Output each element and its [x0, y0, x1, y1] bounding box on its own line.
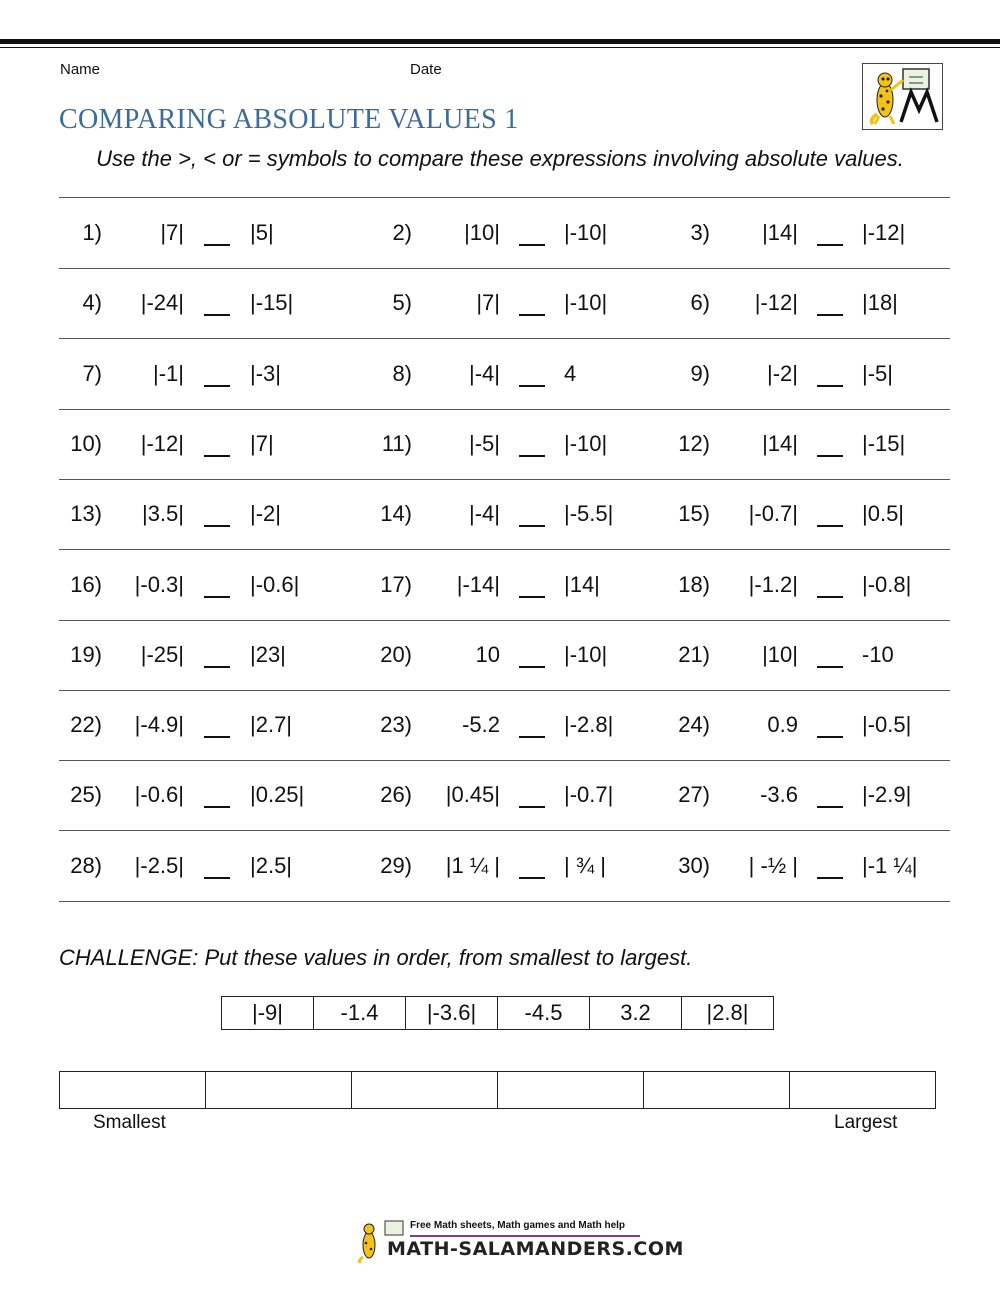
challenge-value: |2.8|: [682, 997, 774, 1030]
expression-left: |7|: [476, 290, 500, 315]
footer-underline: [410, 1235, 640, 1237]
expression-left: |-1.2|: [748, 572, 798, 597]
top-rule-thin: [0, 47, 1000, 48]
expression-left: |3.5|: [141, 501, 184, 526]
answer-blank[interactable]: [817, 806, 843, 808]
expression-right: |-10|: [564, 642, 608, 667]
expression-left: |14|: [762, 220, 798, 245]
expression-right: |-0.8|: [862, 572, 912, 597]
answer-blank[interactable]: [519, 525, 545, 527]
name-label: Name: [60, 61, 101, 78]
question-number: 27): [678, 782, 710, 807]
answer-boxes: [59, 1071, 936, 1109]
answer-blank[interactable]: [817, 385, 843, 387]
answer-blank[interactable]: [519, 385, 545, 387]
expression-left: 10: [475, 642, 500, 667]
expression-left: |-14|: [456, 572, 500, 597]
question-number: 9): [690, 361, 710, 386]
expression-left: |7|: [160, 220, 184, 245]
page-title: COMPARING ABSOLUTE VALUES 1: [59, 104, 519, 135]
expression-right: |-15|: [862, 431, 906, 456]
expression-left: |-4|: [469, 501, 500, 526]
question-number: 2): [392, 220, 412, 245]
expression-right: -10: [862, 642, 894, 667]
expression-left: |-0.3|: [134, 572, 184, 597]
expression-right: |-2.9|: [862, 782, 912, 807]
row-divider: [59, 620, 950, 621]
answer-blank[interactable]: [817, 736, 843, 738]
question-number: 30): [678, 853, 710, 878]
row-divider: [59, 197, 950, 198]
challenge-value: 3.2: [590, 997, 682, 1030]
instructions: Use the >, < or = symbols to compare these expressions involving absolute values.: [96, 146, 904, 171]
expression-left: |1 ¼ |: [445, 853, 500, 878]
expression-right: |-12|: [862, 220, 906, 245]
row-divider: [59, 409, 950, 410]
expression-left: |14|: [762, 431, 798, 456]
question-number: 19): [70, 642, 102, 667]
expression-right: |23|: [250, 642, 286, 667]
expression-left: |-4.9|: [134, 712, 184, 737]
answer-box[interactable]: [790, 1072, 936, 1109]
question-number: 20): [380, 642, 412, 667]
expression-right: |-10|: [564, 220, 608, 245]
expression-right: |0.5|: [862, 501, 905, 526]
answer-box[interactable]: [206, 1072, 352, 1109]
expression-right: |0.25|: [250, 782, 305, 807]
answer-blank[interactable]: [519, 806, 545, 808]
answer-blank[interactable]: [817, 455, 843, 457]
challenge-value: -4.5: [498, 997, 590, 1030]
footer-site-link[interactable]: MATH-SALAMANDERS.COM: [387, 1238, 684, 1260]
question-number: 7): [82, 361, 102, 386]
question-number: 10): [70, 431, 102, 456]
answer-blank[interactable]: [204, 525, 230, 527]
answer-box[interactable]: [644, 1072, 790, 1109]
answer-blank[interactable]: [519, 736, 545, 738]
answer-blank[interactable]: [204, 877, 230, 879]
expression-left: |0.45|: [445, 782, 500, 807]
expression-left: |10|: [464, 220, 500, 245]
expression-left: |10|: [762, 642, 798, 667]
row-divider: [59, 479, 950, 480]
expression-left: |-0.7|: [748, 501, 798, 526]
expression-right: |-2|: [250, 501, 281, 526]
expression-left: |-0.6|: [134, 782, 184, 807]
question-number: 29): [380, 853, 412, 878]
question-number: 23): [380, 712, 412, 737]
question-number: 28): [70, 853, 102, 878]
challenge-values-table: [221, 996, 774, 1030]
top-rule: [0, 39, 1000, 44]
question-number: 25): [70, 782, 102, 807]
question-number: 6): [690, 290, 710, 315]
expression-right: |-5.5|: [564, 501, 614, 526]
salamander-logo-icon: [862, 63, 943, 130]
question-number: 12): [678, 431, 710, 456]
answer-blank[interactable]: [817, 666, 843, 668]
expression-left: |-12|: [140, 431, 184, 456]
expression-right: |-10|: [564, 431, 608, 456]
expression-left: |-24|: [140, 290, 184, 315]
answer-blank[interactable]: [204, 385, 230, 387]
expression-right: |-15|: [250, 290, 294, 315]
expression-right: |-0.6|: [250, 572, 300, 597]
expression-right: |-10|: [564, 290, 608, 315]
expression-left: 0.9: [767, 712, 798, 737]
answer-blank[interactable]: [204, 736, 230, 738]
question-number: 26): [380, 782, 412, 807]
question-number: 4): [82, 290, 102, 315]
question-number: 3): [690, 220, 710, 245]
expression-right: |2.7|: [250, 712, 293, 737]
expression-left: |-5|: [469, 431, 500, 456]
question-number: 17): [380, 572, 412, 597]
answer-box[interactable]: [60, 1072, 206, 1109]
row-divider: [59, 690, 950, 691]
row-divider: [59, 338, 950, 339]
expression-left: |-4|: [469, 361, 500, 386]
question-number: 21): [678, 642, 710, 667]
answer-blank[interactable]: [519, 455, 545, 457]
footer-tagline: Free Math sheets, Math games and Math help: [410, 1220, 626, 1231]
expression-right: |-5|: [862, 361, 893, 386]
expression-left: |-25|: [140, 642, 184, 667]
answer-blank[interactable]: [204, 314, 230, 316]
challenge-text: CHALLENGE: Put these values in order, from smallest to largest.: [59, 945, 693, 970]
expression-right: 4: [564, 361, 577, 386]
answer-blank[interactable]: [204, 596, 230, 598]
answer-blank[interactable]: [204, 455, 230, 457]
question-number: 1): [82, 220, 102, 245]
expression-right: |7|: [250, 431, 274, 456]
answer-blank[interactable]: [519, 666, 545, 668]
expression-right: | ¾ |: [564, 853, 607, 878]
answer-blank[interactable]: [519, 877, 545, 879]
expression-left: |-1|: [153, 361, 184, 386]
answer-blank[interactable]: [204, 806, 230, 808]
largest-label: Largest: [834, 1112, 898, 1133]
expression-right: |-1 ¼|: [862, 853, 918, 878]
challenge-value: |-9|: [222, 997, 314, 1030]
expression-right: |5|: [250, 220, 274, 245]
row-divider: [59, 760, 950, 761]
question-number: 11): [381, 431, 412, 456]
question-number: 15): [678, 501, 710, 526]
expression-right: |-0.5|: [862, 712, 912, 737]
question-number: 14): [380, 501, 412, 526]
answer-blank[interactable]: [817, 525, 843, 527]
date-label: Date: [410, 61, 442, 78]
expression-right: |-3|: [250, 361, 281, 386]
expression-right: |14|: [564, 572, 600, 597]
answer-blank[interactable]: [519, 596, 545, 598]
answer-blank[interactable]: [817, 314, 843, 316]
expression-left: |-2|: [767, 361, 798, 386]
question-number: 24): [678, 712, 710, 737]
expression-left: -3.6: [760, 782, 798, 807]
answer-blank[interactable]: [519, 244, 545, 246]
question-number: 13): [70, 501, 102, 526]
expression-right: |-2.8|: [564, 712, 614, 737]
question-number: 18): [678, 572, 710, 597]
expression-left: | -½ |: [748, 853, 798, 878]
answer-blank[interactable]: [817, 244, 843, 246]
answer-blank[interactable]: [519, 314, 545, 316]
answer-box[interactable]: [352, 1072, 498, 1109]
answer-blank[interactable]: [204, 244, 230, 246]
row-divider: [59, 549, 950, 550]
question-number: 16): [70, 572, 102, 597]
row-divider: [59, 268, 950, 269]
expression-right: |18|: [862, 290, 898, 315]
answer-blank[interactable]: [817, 596, 843, 598]
expression-right: |2.5|: [250, 853, 293, 878]
question-number: 8): [392, 361, 412, 386]
expression-left: |-12|: [754, 290, 798, 315]
question-number: 22): [70, 712, 102, 737]
row-divider: [59, 901, 950, 902]
answer-blank[interactable]: [204, 666, 230, 668]
question-number: 5): [392, 290, 412, 315]
expression-left: -5.2: [462, 712, 500, 737]
challenge-value: |-3.6|: [406, 997, 498, 1030]
answer-blank[interactable]: [817, 877, 843, 879]
answer-box[interactable]: [498, 1072, 644, 1109]
expression-left: |-2.5|: [134, 853, 184, 878]
row-divider: [59, 830, 950, 831]
challenge-value: -1.4: [314, 997, 406, 1030]
expression-right: |-0.7|: [564, 782, 614, 807]
smallest-label: Smallest: [93, 1112, 166, 1133]
